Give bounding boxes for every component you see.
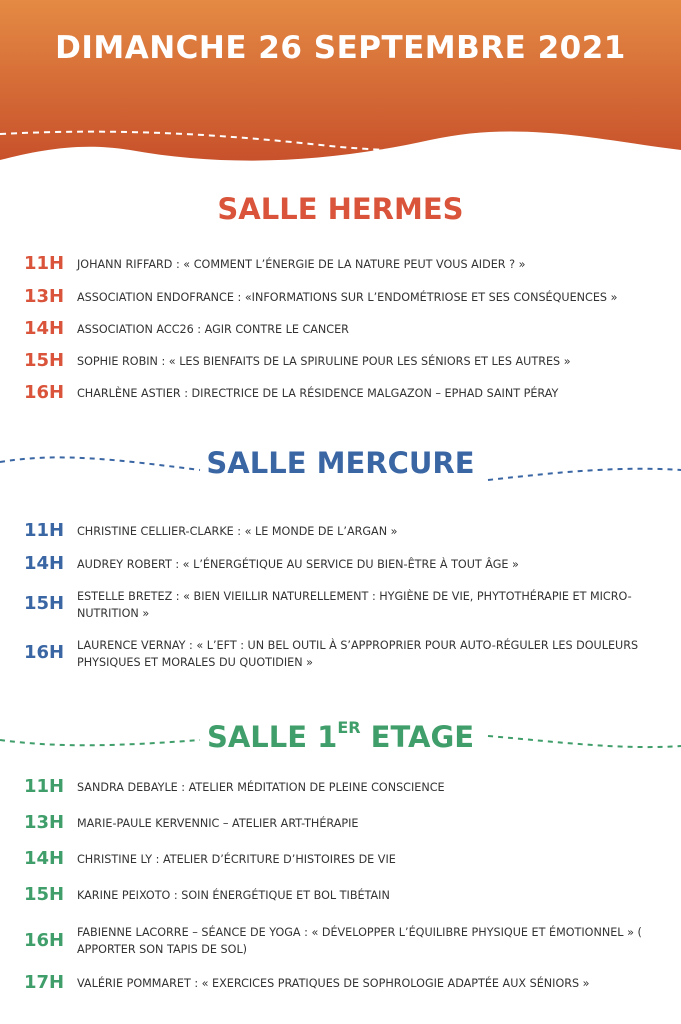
event-description: ASSOCIATION ENDOFRANCE : «INFORMATIONS SUR L’ENDOMÉTRIOSE ET SES CONSÉQUENCES » <box>77 291 618 304</box>
time-label: 11H <box>24 776 65 797</box>
event-description: FABIENNE LACORRE – SÉANCE DE YOGA : « DÉVELOPPER L’ÉQUILIBRE PHYSIQUE ET ÉMOTIONNEL » ( APPORTER SON TAPIS DE SOL) <box>77 926 642 956</box>
event-description: CHARLÈNE ASTIER : DIRECTRICE DE LA RÉSIDENCE MALGAZON – EPHAD SAINT PÉRAY <box>77 387 559 400</box>
time-label: 14H <box>24 553 65 574</box>
event-description: AUDREY ROBERT : « L’ÉNERGÉTIQUE AU SERVICE DU BIEN-ÊTRE À TOUT ÂGE » <box>77 558 519 571</box>
time-label: 14H <box>24 848 65 869</box>
time-label: 16H <box>24 642 65 663</box>
time-label: 15H <box>24 350 65 371</box>
time-label: 16H <box>24 382 65 403</box>
section-title-mercure: SALLE MERCURE <box>206 446 475 480</box>
time-label: 15H <box>24 593 65 614</box>
time-label: 17H <box>24 972 65 993</box>
event-description: KARINE PEIXOTO : SOIN ÉNERGÉTIQUE ET BOL TIBÉTAIN <box>77 889 390 902</box>
event-description: LAURENCE VERNAY : « L’EFT : UN BEL OUTIL À S’APPROPRIER POUR AUTO-RÉGULER LES DOULEURS PHYSIQUES ET MORALES DU QUOTIDIEN » <box>77 639 639 669</box>
event-description: MARIE-PAULE KERVENNIC – ATELIER ART-THÉRAPIE <box>77 817 359 830</box>
section-title-end: ETAGE <box>360 720 475 754</box>
event-description: SANDRA DEBAYLE : ATELIER MÉDITATION DE PLEINE CONSCIENCE <box>77 781 445 794</box>
time-label: 16H <box>24 930 65 951</box>
section-title-main: SALLE 1 <box>206 720 338 754</box>
time-label: 13H <box>24 286 65 307</box>
time-label: 11H <box>24 520 65 541</box>
event-description: VALÉRIE POMMARET : « EXERCICES PRATIQUES DE SOPHROLOGIE ADAPTÉE AUX SÉNIORS » <box>77 977 590 990</box>
section-title-superscript: ER <box>337 718 361 737</box>
time-label: 15H <box>24 884 65 905</box>
page-title: DIMANCHE 26 SEPTEMBRE 2021 <box>55 30 626 66</box>
time-label: 11H <box>24 253 65 274</box>
time-label: 13H <box>24 812 65 833</box>
event-description: CHRISTINE CELLIER-CLARKE : « LE MONDE DE L’ARGAN » <box>77 525 398 538</box>
section-title-etage <box>0 720 681 754</box>
event-description: JOHANN RIFFARD : « COMMENT L’ÉNERGIE DE LA NATURE PEUT VOUS AIDER ? » <box>77 258 526 271</box>
time-label: 14H <box>24 318 65 339</box>
event-description: ASSOCIATION ACC26 : AGIR CONTRE LE CANCER <box>77 323 349 336</box>
event-description: ESTELLE BRETEZ : « BIEN VIEILLIR NATURELLEMENT : HYGIÈNE DE VIE, PHYTOTHÉRAPIE ET MICRO-NUTRITION » <box>77 590 632 620</box>
section-title-hermes: SALLE HERMES <box>217 192 464 226</box>
event-description: CHRISTINE LY : ATELIER D’ÉCRITURE D’HISTOIRES DE VIE <box>77 853 396 866</box>
event-description: SOPHIE ROBIN : « LES BIENFAITS DE LA SPIRULINE POUR LES SÉNIORS ET LES AUTRES » <box>77 355 571 368</box>
